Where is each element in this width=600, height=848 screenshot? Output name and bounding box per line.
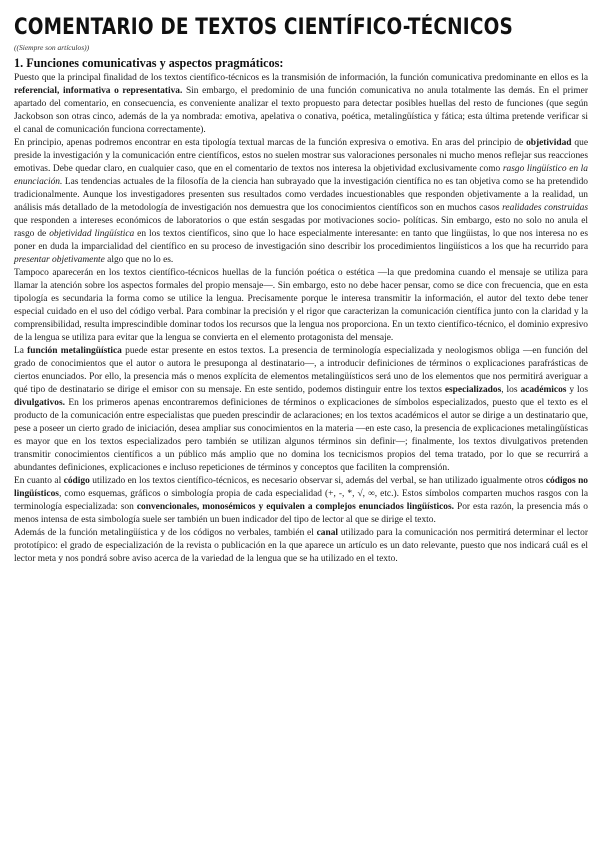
text-run: En cuanto al bbox=[14, 476, 64, 486]
document-page bbox=[14, 14, 588, 566]
text-run: En los primeros apenas encontraremos definiciones de términos o explicaciones de símbolos especializados, puesto que el texto es el producto de la comunicación entre especialistas que pueden prescindir de aclaraciones; en los textos académicos el autor se dirige a un destinatario que, pese a poseer un cierto grado de iniciación, desea ampliar sus conocimientos en la materia —en este caso, la presencia de explicaciones metalingüísticas es mayor que en los textos especializados pero también se utilizan algunos términos sin definir—; finalmente, los textos divulgativos pretenden transmitir conocimientos científicos a un público más amplio que no domina los tecnicismos propios del tema tratado, por lo que se recurrirá a abundantes definiciones, explicaciones e incluso repeticiones de términos y conceptos que faciliten la comprensión. bbox=[14, 398, 588, 473]
paragraph-poetic-function bbox=[14, 267, 588, 345]
emphasis-bold: objetividad bbox=[526, 138, 572, 148]
text-run: utilizado en los textos científico-técnicos, es necesario observar si, además del verbal, se han utilizado igualmente otros bbox=[89, 476, 546, 486]
text-run: algo que no lo es. bbox=[104, 255, 174, 265]
text-run: que responden a intereses económicos de laboratorios o que están sesgadas por motivaciones socio- políticas. Sin embargo, esto no solo no anula el rasgo de bbox=[14, 216, 588, 239]
text-run: Tampoco aparecerán en los textos científico-técnicos huellas de la función poética o estética —la que predomina cuando el mensaje se utiliza para llamar la atención sobre los aspectos formales del propio mensaje—. Sin embargo, esto no debe hacer pensar, como se dice con frecuencia, que en esta tipología es secundaria la forma como se utilice la lengua. Precisamente porque le interesa transmitir la información, el autor del texto debe tener especial cuidado en el uso del código verbal. Para combinar la precisión y el rigor que caracterizan la comunicación científica junto con la claridad y la comprensibilidad, resulta imprescindible dominar todos los recursos que la lengua nos proporciona. En un texto científico-técnico, el dominio expresivo de la lengua se utiliza para evitar que la lengua se convierta en el elemento protagonista del mensaje. bbox=[14, 268, 588, 343]
section-heading: 1. Funciones comunicativas y aspectos pragmáticos: bbox=[14, 56, 284, 70]
emphasis-italic: objetividad lingüística bbox=[49, 229, 135, 239]
emphasis-bold: especializados bbox=[444, 385, 502, 395]
emphasis-bold: referencial, informativa o representativa. bbox=[14, 86, 183, 96]
text-run: Por esta razón, la presencia más o menos intensa de esta simbología suele ser también un buen indicador del tipo de lector al que se dirige el texto. bbox=[14, 502, 588, 525]
emphasis-bold: canal bbox=[316, 528, 339, 538]
text-run: , los bbox=[501, 385, 521, 395]
text-run: La bbox=[14, 346, 28, 356]
emphasis-italic: presentar objetivamente bbox=[14, 255, 105, 265]
emphasis-bold: convencionales, monosémicos y equivalen a complejos enunciados lingüísticos. bbox=[136, 502, 455, 512]
section-body bbox=[14, 72, 588, 566]
paragraph-functions bbox=[14, 72, 588, 137]
emphasis-bold: código bbox=[63, 476, 90, 486]
document-subtitle: ((Siempre son artículos)) bbox=[14, 43, 90, 52]
text-run: Puesto que la principal finalidad de los textos científico-técnicos es la transmisión de información, la función comunicativa predominante en ellos es la bbox=[14, 73, 588, 83]
text-run: que preside la investigación y la comunicación entre científicos, estos no suelen mostrar sus valoraciones personales ni mucho menos reflejar sus reacciones emotivas. Debe quedar claro, en cualquier caso, que en el comentario de textos nos interesa la objetividad exclusivamente como bbox=[14, 138, 588, 174]
text-run: y los bbox=[566, 385, 588, 395]
text-run: en los textos científicos, sino que lo hace especialmente interesante: en tanto que lingüistas, lo que nos interesa no es poner en duda la imparcialidad del científico en su proceso de investigación sino describir los procedimientos lingüísticos a los que ha recurrido para bbox=[14, 229, 589, 252]
text-run: Además de la función metalingüística y de los códigos no verbales, también el bbox=[14, 528, 317, 538]
paragraph-objectivity bbox=[14, 137, 588, 267]
emphasis-bold: divulgativos. bbox=[14, 398, 65, 408]
text-run: utilizado para la comunicación nos permitirá determinar el lector prototípico: el grado de especialización de la revista o publicación en la que aparece un artículo es un dato relevante, puesto que nos indicará cuál es el lector meta y nos pondrá sobre aviso acerca de la variedad de la lengua que se ha utilizado en el texto. bbox=[14, 528, 589, 564]
text-run: En principio, apenas podremos encontrar en esta tipología textual marcas de la función expresiva o emotiva. En aras del principio de bbox=[14, 138, 527, 148]
emphasis-italic: realidades construidas bbox=[502, 203, 588, 213]
emphasis-bold: códigos no lingüísticos bbox=[14, 476, 589, 499]
emphasis-bold: académicos bbox=[520, 385, 567, 395]
paragraph-channel bbox=[14, 527, 588, 566]
document-title: COMENTARIO DE TEXTOS CIENTÍFICO-TÉCNICOS bbox=[14, 15, 513, 40]
paragraph-metalinguistic-function bbox=[14, 345, 588, 475]
emphasis-bold: función metalingüística bbox=[27, 346, 122, 356]
text-run: Sin embargo, el predominio de una función comunicativa no anula totalmente las demás. En el primer apartado del comentario, en consecuencia, es conveniente analizar el texto propuesto para detectar posibles huellas del resto de funciones (que según Jackobson son otras cinco, además de la ya nombrada: emotiva, apelativa o conativa, poética, metalingüística y fática; esta última pretende verificar si el canal de comunicación funciona correctamente). bbox=[14, 86, 588, 135]
paragraph-code bbox=[14, 475, 588, 527]
text-run: Las tendencias actuales de la filosofía de la ciencia han subrayado que la investigación científica no es tan objetiva como se ha pretendido tradicionalmente. Aunque los investigadores presenten sus resultados como verdades incuestionables que responden objetivamente a la realidad, un análisis más detallado de la metodología de investigación nos demuestra que los conocimientos científicos son en muchos casos bbox=[14, 177, 588, 213]
text-run: puede estar presente en estos textos. La presencia de terminología especializada y neologismos obliga —en función del grado de conocimientos que el autor o autora le presuponga al destinatario—, a introducir definiciones de términos o explicaciones parafrásticas de ciertos enunciados. Por ello, la presencia más o menos explícita de elementos metalingüísticos será uno de los elementos que nos permitirá averiguar a qué tipo de destinatario se dirige el emisor con su mensaje. En este sentido, podemos distinguir entre los textos bbox=[14, 346, 588, 395]
text-run: , como esquemas, gráficos o simbología propia de cada especialidad (+, -, *, √, ∞, etc.). Estos símbolos comparten muchos rasgos con la terminología especializada: son bbox=[14, 489, 588, 512]
emphasis-italic: rasgo lingüístico en la enunciación. bbox=[14, 164, 588, 187]
